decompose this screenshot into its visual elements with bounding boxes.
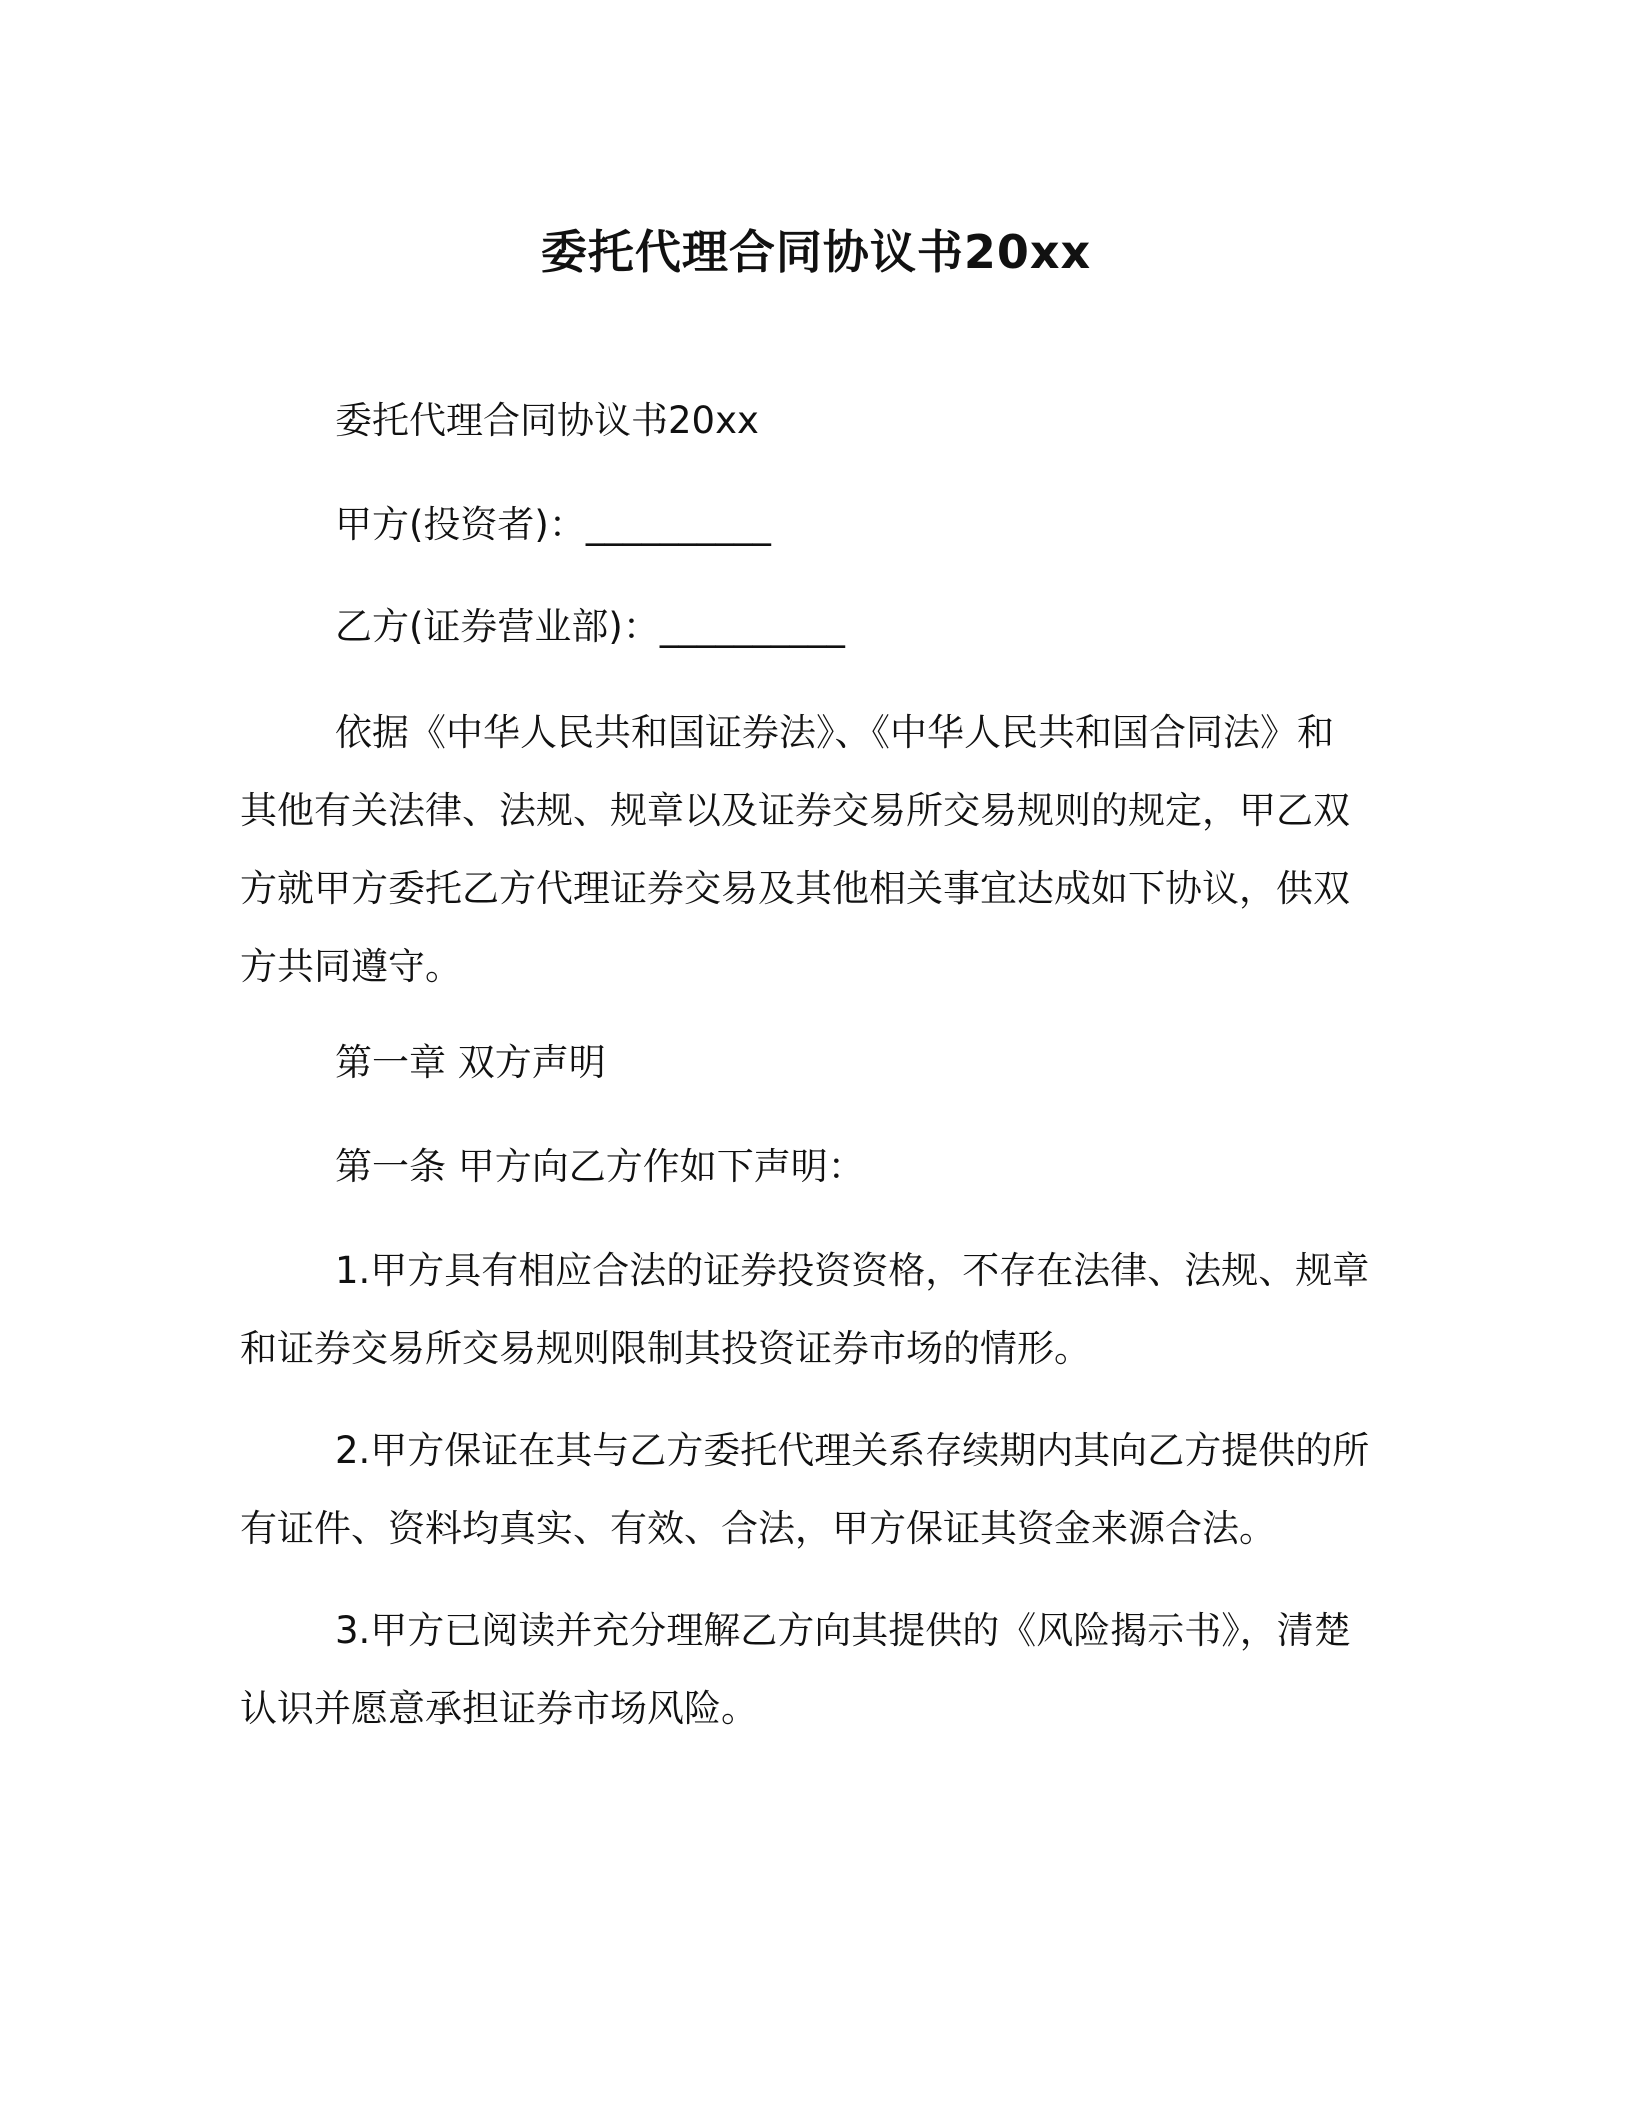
item-2-paragraph xyxy=(240,1412,1390,1568)
intro-line: 其他有关法律、法规、规章以及证券交易所交易规则的规定，甲乙双 xyxy=(240,789,1350,832)
party-b-line: 乙方(证券营业部)：__________ xyxy=(335,605,845,648)
document-subtitle: 委托代理合同协议书20xx xyxy=(335,399,759,442)
item-line: 3.甲方已阅读并充分理解乙方向其提供的《风险揭示书》，清楚 xyxy=(335,1609,1351,1652)
intro-paragraph xyxy=(240,694,1390,1006)
article-heading: 第一条 甲方向乙方作如下声明： xyxy=(335,1145,865,1188)
item-1-paragraph xyxy=(240,1232,1390,1388)
intro-line: 方就甲方委托乙方代理证券交易及其他相关事宜达成如下协议，供双 xyxy=(240,867,1350,910)
chapter-heading: 第一章 双方声明 xyxy=(335,1041,606,1084)
item-line: 2.甲方保证在其与乙方委托代理关系存续期内其向乙方提供的所 xyxy=(335,1429,1370,1472)
item-line: 有证件、资料均真实、有效、合法，甲方保证其资金来源合法。 xyxy=(240,1507,1276,1550)
item-line: 1.甲方具有相应合法的证券投资资格，不存在法律、法规、规章 xyxy=(335,1249,1370,1292)
item-3-paragraph xyxy=(240,1592,1390,1748)
item-line: 和证券交易所交易规则限制其投资证券市场的情形。 xyxy=(240,1327,1091,1370)
party-a-line: 甲方(投资者)：__________ xyxy=(335,503,771,546)
item-line: 认识并愿意承担证券市场风险。 xyxy=(240,1687,758,1730)
intro-line: 方共同遵守。 xyxy=(240,945,462,988)
intro-line: 依据《中华人民共和国证券法》、《中华人民共和国合同法》和 xyxy=(335,711,1334,754)
document-title: 委托代理合同协议书20xx xyxy=(540,225,1092,279)
